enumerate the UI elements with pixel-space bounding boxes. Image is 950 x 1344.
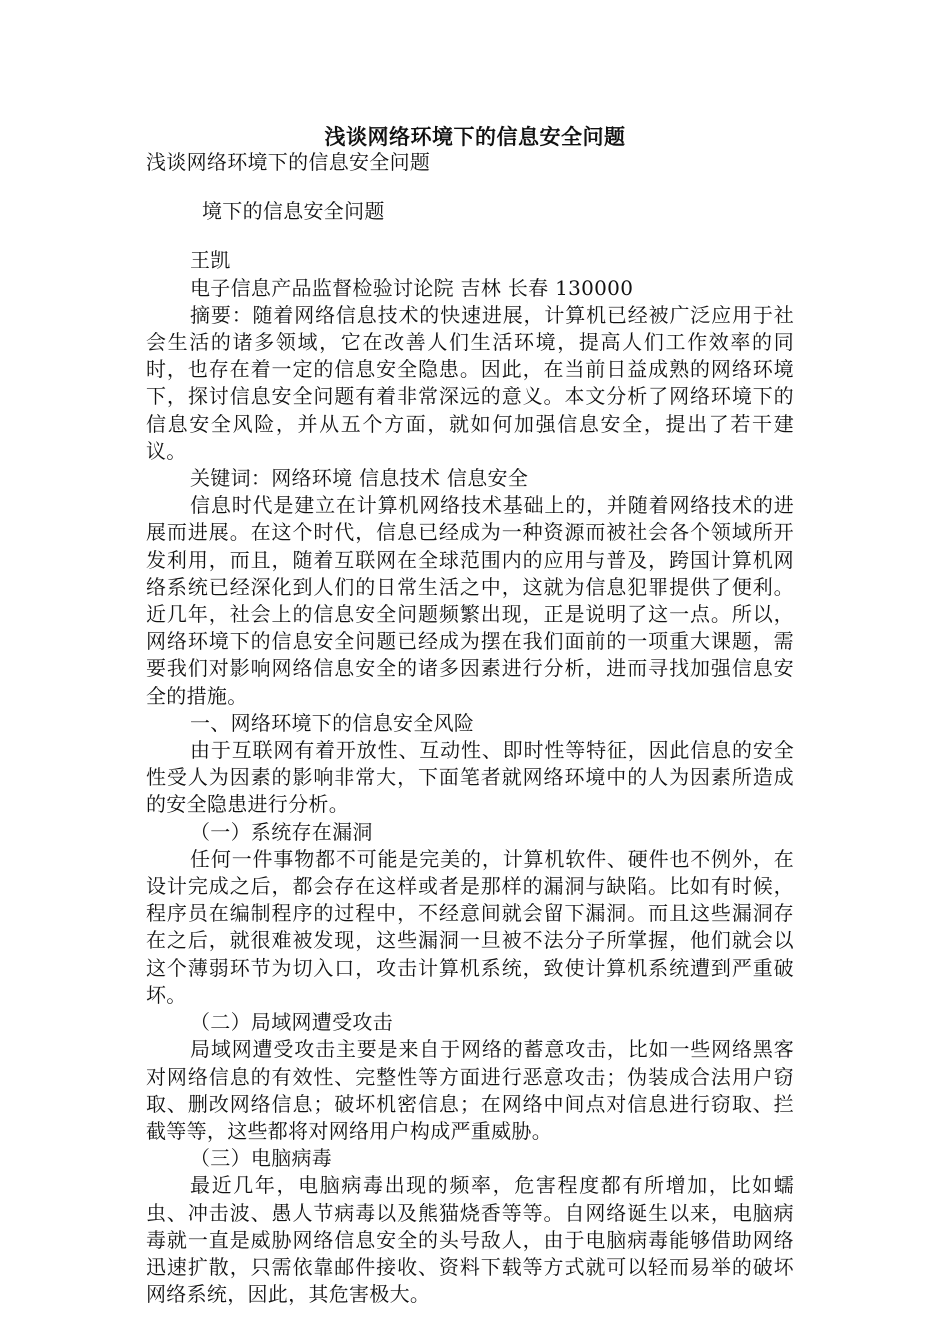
subtitle: 浅谈网络环境下的信息安全问题 — [146, 150, 431, 174]
subsection-heading-vulnerability: （一）系统存在漏洞 — [190, 819, 373, 844]
subtitle-fragment: 境下的信息安全问题 — [202, 199, 385, 224]
document-title: 浅谈网络环境下的信息安全问题 — [324, 124, 626, 149]
document-body — [146, 149, 794, 1308]
keywords-line: 关键词：网络环境 信息技术 信息安全 — [190, 466, 529, 491]
subsection-paragraph-lan-attack: 局域网遭受攻击主要是来自于网络的蓄意攻击，比如一些网络黑客对网络信息的有效性、完整性等方面进行恶意攻击；伪装成合法用户窃取、删改网络信息；破坏机密信息；在网络中间点对信息进行窃取、拦截等等，这些都将对网络用户构成严重威胁。 — [146, 1037, 794, 1143]
subsection-paragraph-virus: 最近几年，电脑病毒出现的频率，危害程度都有所增加，比如蠕虫、冲击波、愚人节病毒以及熊猫烧香等等。自网络诞生以来，电脑病毒就一直是威胁网络信息安全的头号敌人，由于电脑病毒能够借助网络迅速扩散，只需依靠邮件接收、资料下载等方式就可以轻而易举的破坏网络系统，因此，其危害极大。 — [146, 1173, 794, 1307]
intro-paragraph: 信息时代是建立在计算机网络技术基础上的，并随着网络技术的进展而进展。在这个时代，信息已经成为一种资源而被社会各个领域所开发利用，而且，随着互联网在全球范围内的应用与普及，跨国计算机网络系统已经深化到人们的日常生活之中，这就为信息犯罪提供了便利。近几年，社会上的信息安全问题频繁出现，正是说明了这一点。所以，网络环境下的信息安全问题已经成为摆在我们面前的一项重大课题，需要我们对影响网络信息安全的诸多因素进行分析，进而寻找加强信息安全的措施。 — [146, 493, 794, 708]
author-name: 王凯 — [190, 248, 231, 273]
section-heading: 一、网络环境下的信息安全风险 — [190, 710, 475, 735]
subsection-heading-virus: （三）电脑病毒 — [190, 1146, 333, 1171]
section-intro-paragraph: 由于互联网有着开放性、互动性、即时性等特征，因此信息的安全性受人为因素的影响非常大，下面笔者就网络环境中的人为因素所造成的安全隐患进行分析。 — [146, 738, 794, 817]
abstract-paragraph: 摘要：随着网络信息技术的快速进展，计算机已经被广泛应用于社会生活的诸多领域，它在改善人们生活环境，提高人们工作效率的同时，也存在着一定的信息安全隐患。因此，在当前日益成熟的网络环境下，探讨信息安全问题有着非常深远的意义。本文分析了网络环境下的信息安全风险，并从五个方面，就如何加强信息安全，提出了若干建议。 — [146, 302, 794, 463]
subsection-heading-lan-attack: （二）局域网遭受攻击 — [190, 1010, 393, 1035]
affiliation: 电子信息产品监督检验讨论院 吉林 长春 130000 — [190, 275, 634, 300]
subsection-paragraph-vulnerability: 任何一件事物都不可能是完美的，计算机软件、硬件也不例外，在设计完成之后，都会存在这样或者是那样的漏洞与缺陷。比如有时候，程序员在编制程序的过程中，不经意间就会留下漏洞。而且这些漏洞存在之后，就很难被发现，这些漏洞一旦被不法分子所掌握，他们就会以这个薄弱环节为切入口，攻击计算机系统，致使计算机系统遭到严重破坏。 — [146, 846, 794, 1007]
